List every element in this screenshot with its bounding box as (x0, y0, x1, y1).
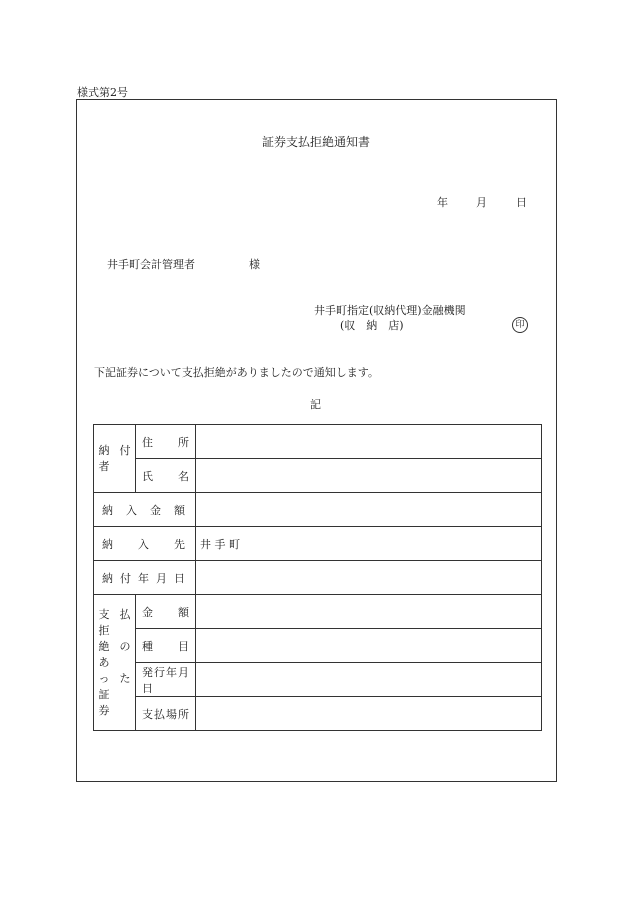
table-row (94, 425, 542, 459)
table-row (94, 527, 542, 561)
address-value (196, 425, 542, 459)
table-row (94, 697, 542, 731)
details-table (93, 424, 542, 731)
pay-place-value (196, 697, 542, 731)
date-day: 日 (516, 196, 527, 209)
date-row (437, 194, 527, 210)
form-number: 様式第2号 (77, 86, 128, 99)
pay-date-label: 納付年月日 (94, 561, 196, 595)
amount-value (196, 595, 542, 629)
table-row (94, 629, 542, 663)
refused-group-label: 支払拒 絶のあ った証 券 (94, 595, 136, 731)
table-row (94, 493, 542, 527)
issue-date-value (196, 663, 542, 697)
document-title: 証券支払拒絶通知書 (262, 135, 371, 149)
ki-heading: 記 (310, 398, 321, 411)
date-month: 月 (476, 196, 487, 209)
payee-label: 納入先 (94, 527, 196, 561)
address-label: 住 所 (136, 425, 196, 459)
amount-paid-value (196, 493, 542, 527)
seal-mark: 印 (512, 317, 528, 333)
table-row (94, 595, 542, 629)
form-frame (76, 99, 557, 782)
table-row (94, 459, 542, 493)
name-value (196, 459, 542, 493)
recipient-suffix: 様 (249, 258, 260, 271)
name-label: 氏 名 (136, 459, 196, 493)
payee-value: 井 手 町 (196, 527, 542, 561)
table-row (94, 663, 542, 697)
payer-group-label: 納付者 (94, 425, 136, 493)
sender-branch: (収 納 店) (340, 319, 404, 332)
notice-text: 下記証券について支払拒絶がありましたので通知します。 (94, 366, 379, 379)
table-row (94, 561, 542, 595)
amount-paid-label: 納入金額 (94, 493, 196, 527)
kind-value (196, 629, 542, 663)
issue-date-label: 発行年月日 (136, 663, 196, 697)
pay-date-value (196, 561, 542, 595)
sender-institution: 井手町指定(収納代理)金融機関 (314, 304, 466, 317)
recipient-name: 井手町会計管理者 (107, 258, 195, 271)
amount-label: 金 額 (136, 595, 196, 629)
pay-place-label: 支払場所 (136, 697, 196, 731)
date-year: 年 (437, 196, 448, 209)
kind-label: 種 目 (136, 629, 196, 663)
